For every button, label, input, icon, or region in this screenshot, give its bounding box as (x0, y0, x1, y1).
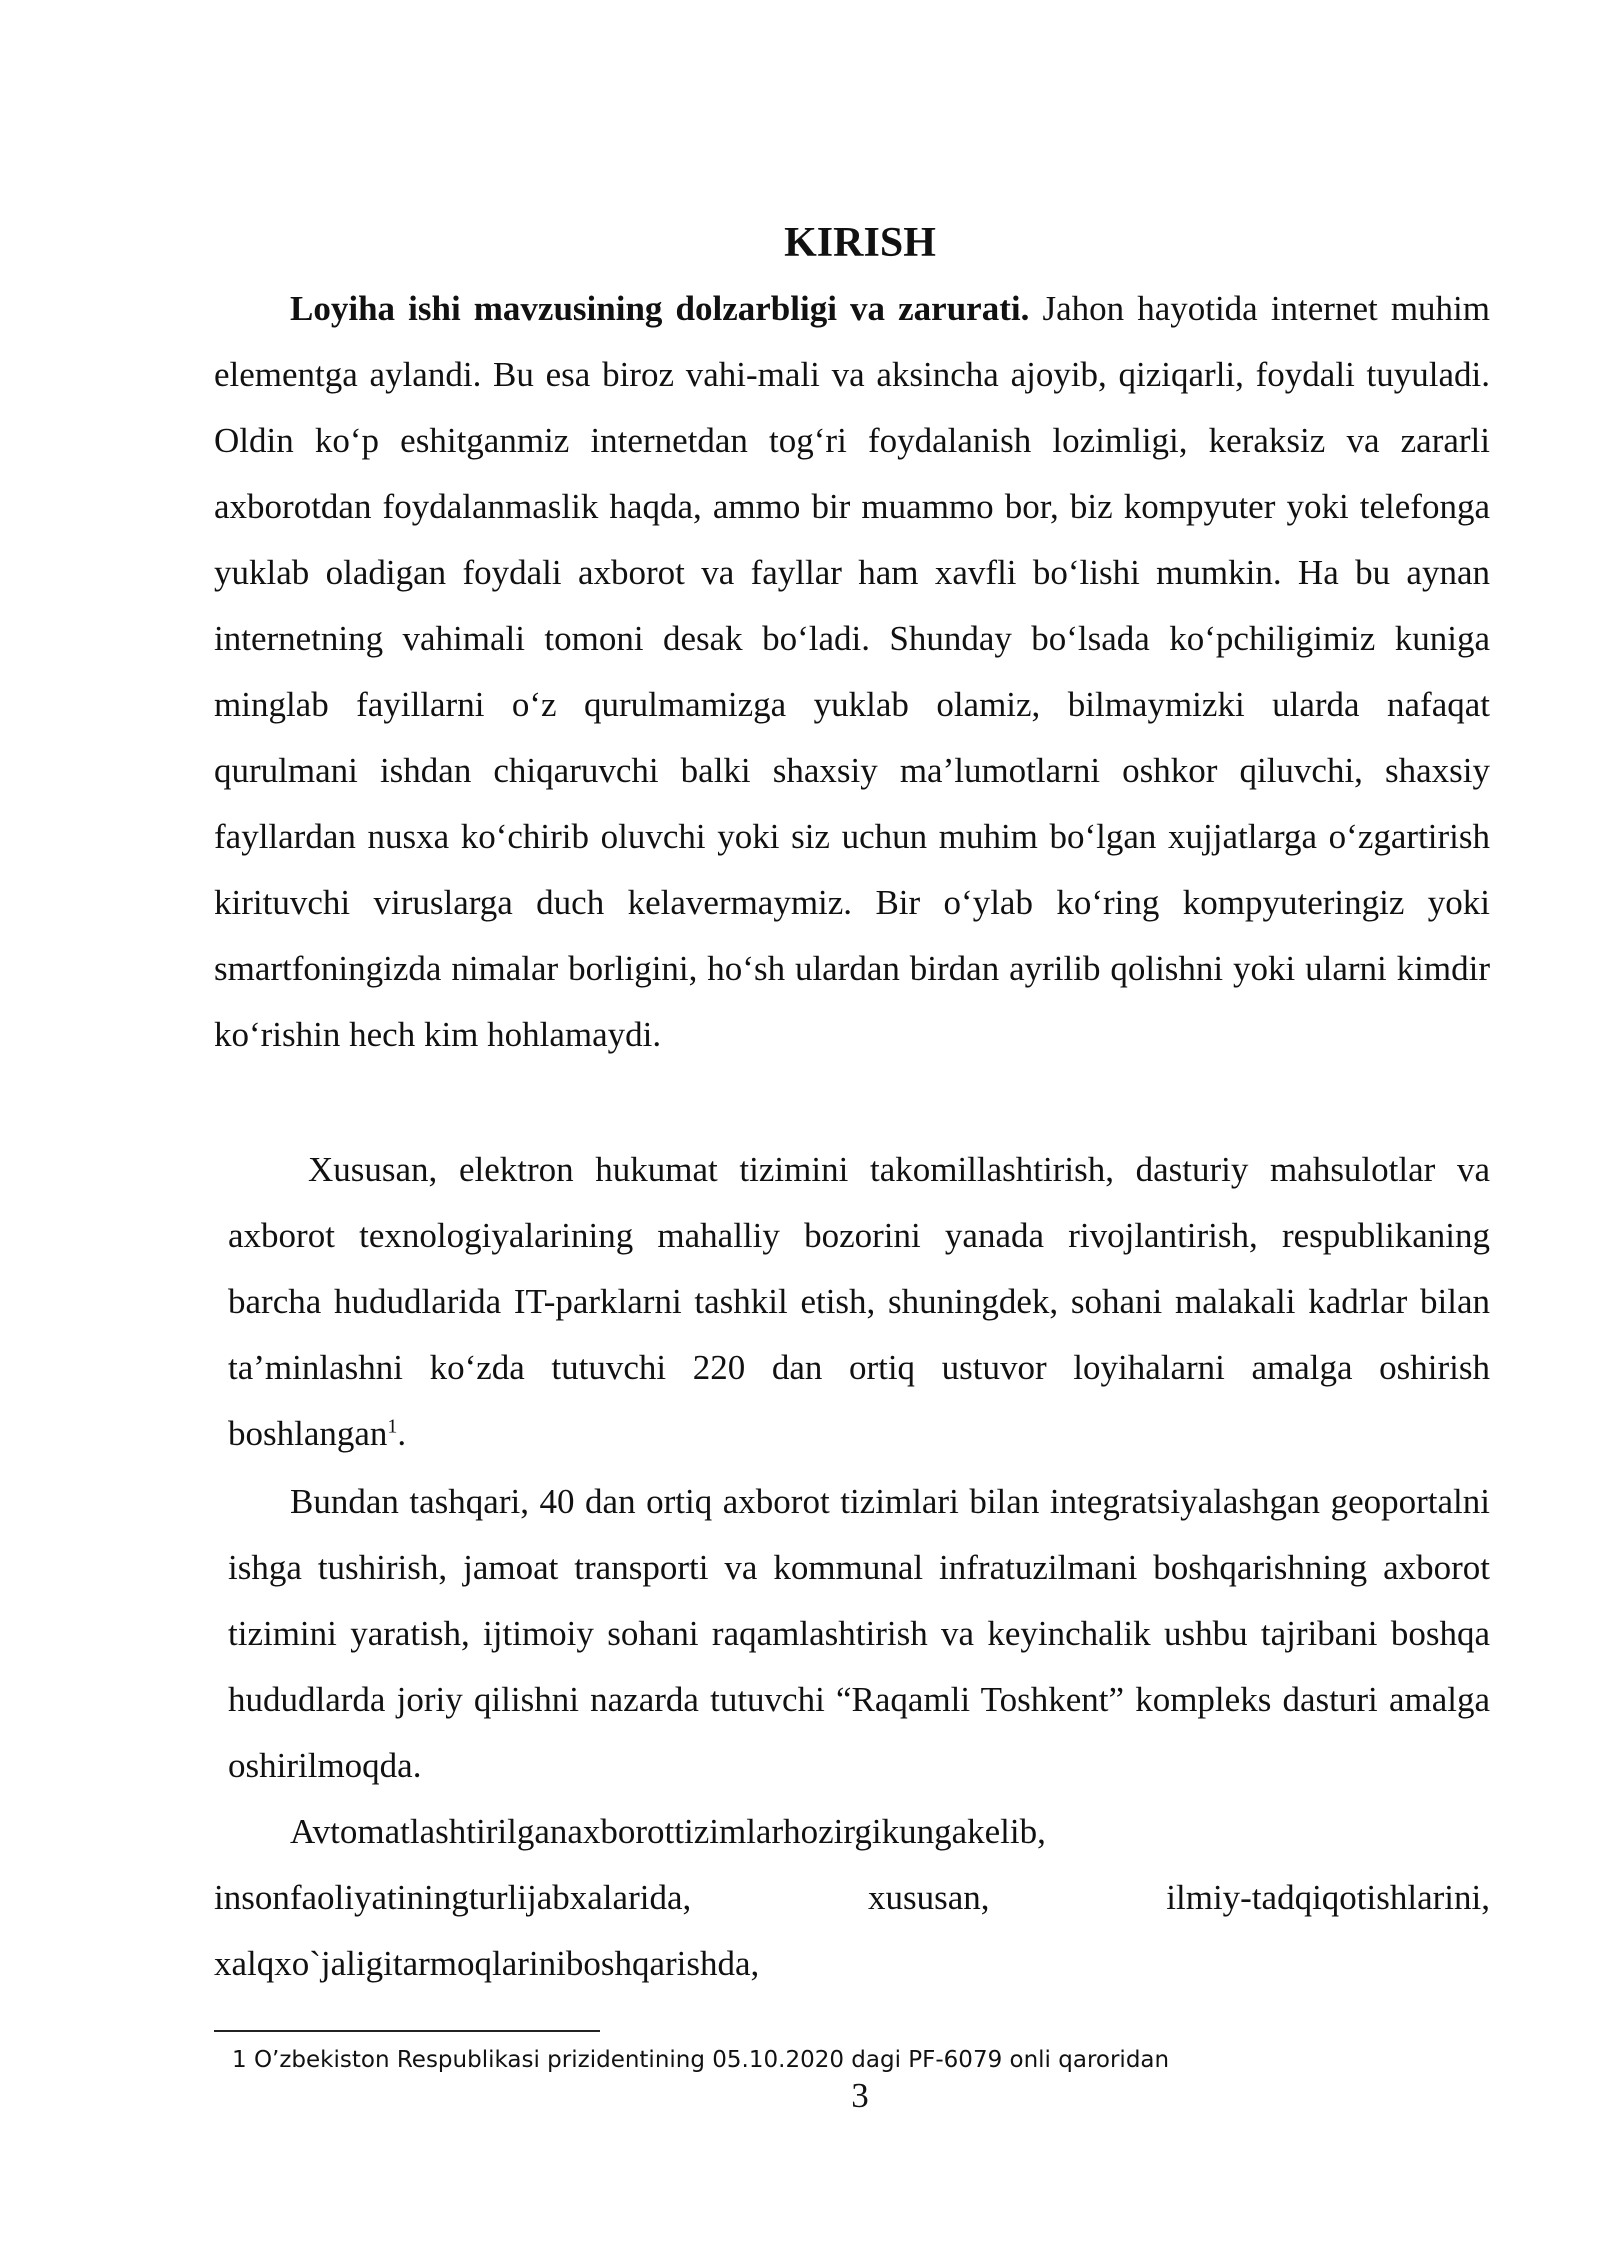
paragraph-digital-tashkent (228, 1469, 1490, 1799)
paragraph-text: Avtomatlashtirilganaxborottizimlarhozirgikungakelib, insonfaoliyatiningturlijabxalarida, xususan, ilmiy-tadqiqotishlarini, xalqxo`jaligitarmoqlariniboshqarishda, (214, 1812, 1490, 1983)
footnote-divider (214, 2030, 600, 2032)
paragraph-tail: . (397, 1414, 407, 1453)
paragraph-lead: Loyiha ishi mavzusining dolzarbligi va zarurati. (290, 289, 1030, 328)
paragraph-e-government (228, 1137, 1490, 1467)
paragraph-text: Jahon hayotida internet muhim elementga aylandi. Bu esa biroz vahi-mali va aksincha ajoyib, qiziqarli, foydali tuyuladi. Oldin ko‘p eshitganmiz internetdan tog‘ri foydalanish lozimligi, keraksiz va zararli axborotdan foydalanmaslik haqda, ammo bir muammo bor, biz kompyuter yoki telefonga yuklab oladigan foydali axborot va fayllar ham xavfli bo‘lishi mumkin. Ha bu aynan internetning vahimali tomoni desak bo‘ladi. Shunday bo‘lsada ko‘pchiligimiz kuniga minglab fayillarni o‘z qurulmamizga yuklab olamiz, bilmaymizki ularda nafaqat qurulmani ishdan chiqaruvchi balki shaxsiy ma’lumotlarni oshkor qiluvchi, shaxsiy fayllardan nusxa ko‘chirib oluvchi yoki siz uchun muhim bo‘lgan xujjatlarga o‘zgartirish kirituvchi viruslarga duch kelavermaymiz. Bir o‘ylab ko‘ring kompyuteringiz yoki smartfoningizda nimalar borligini, ho‘sh ulardan birdan ayrilib qolishni yoki ularni kimdir ko‘rishin hech kim hohlamaydi. (214, 289, 1490, 1054)
paragraph-automated-systems (214, 1799, 1490, 1997)
paragraph-relevance (214, 276, 1490, 1068)
paragraph-text: Bundan tashqari, 40 dan ortiq axborot tizimlari bilan integratsiyalashgan geoportalni ishga tushirish, jamoat transporti va kommunal infratuzilmani boshqarishning axborot tizimini yaratish, ijtimoiy sohani raqamlashtirish va keyinchalik ushbu tajribani boshqa hududlarda joriy qilishni nazarda tutuvchi “Raqamli Toshkent” kompleks dasturi amalga oshirilmoqda. (228, 1482, 1490, 1785)
paragraph-text: Xususan, elektron hukumat tizimini takomillashtirish, dasturiy mahsulotlar va axborot texnologiyalarining mahalliy bozorini yanada rivojlantirish, respublikaning barcha hududlarida IT-parklarni tashkil etish, shuningdek, sohani malakali kadrlar bilan ta’minlashni ko‘zda tutuvchi 220 dan ortiq ustuvor loyihalarni amalga oshirish boshlangan (228, 1150, 1490, 1453)
footnote-reference[interactable]: 1 (387, 1415, 398, 1438)
footnote-text: 1 O’zbekiston Respublikasi prizidentining 05.10.2020 dagi PF-6079 onli qaroridan (232, 2047, 1170, 2073)
page-number: 3 (851, 2076, 869, 2115)
page-heading: KIRISH (784, 220, 936, 266)
